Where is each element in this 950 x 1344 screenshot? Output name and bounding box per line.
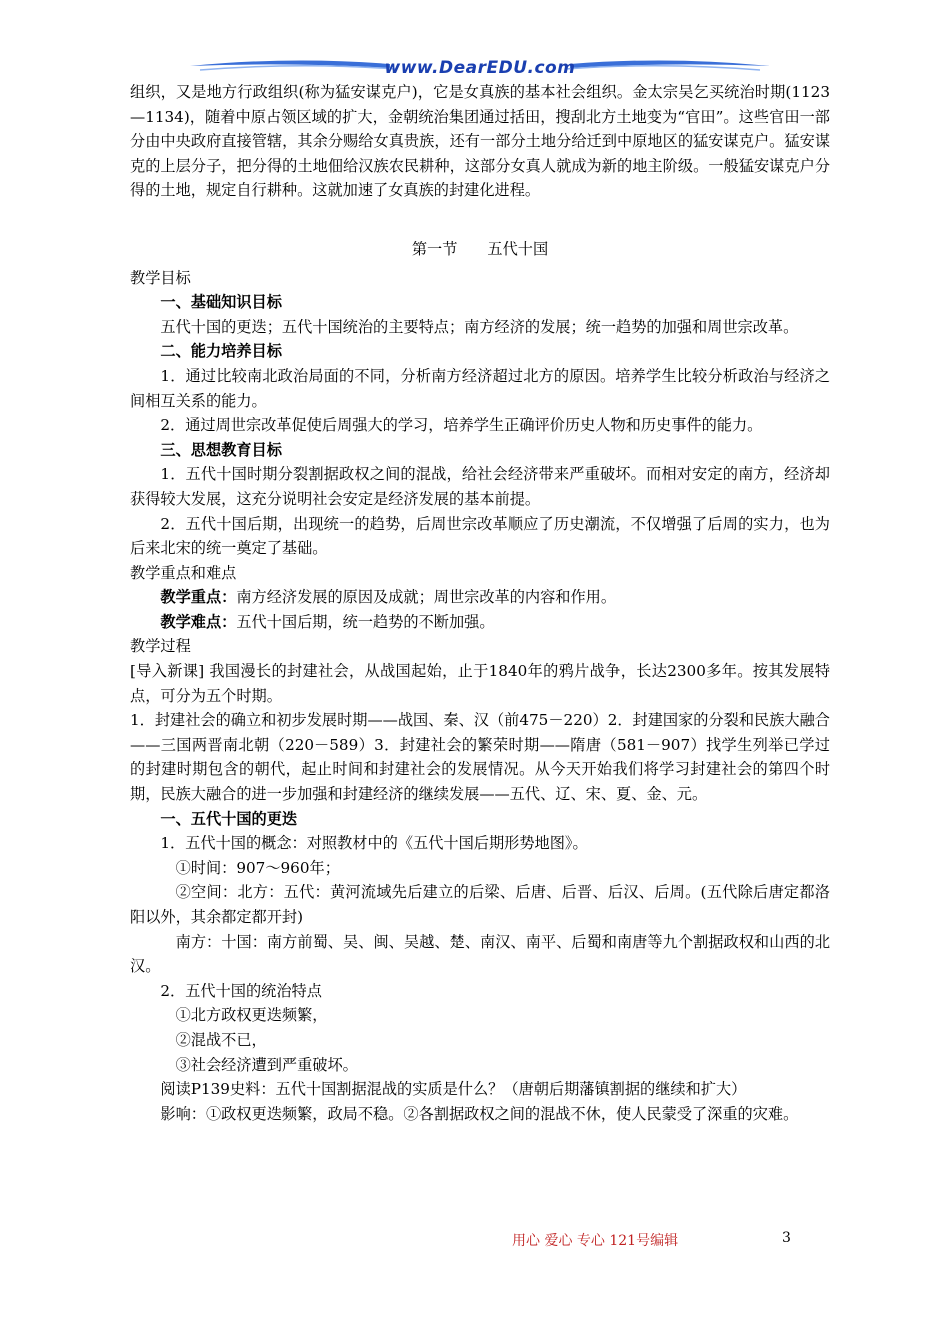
goal-paragraph-3b: 2．五代十国后期，出现统一的趋势，后周世宗改革顺应了历史潮流，不仅增强了后周的实力，也为后来北宋的统一奠定了基础。: [130, 514, 830, 558]
page-number: 3: [782, 1230, 791, 1246]
footer-note: 用心 爱心 专心 121号编辑: [512, 1233, 679, 1249]
lesson-intro-1: [导入新课] 我国漫长的封建社会，从战国起始，止于1840年的鸦片战争，长达2300多年。按其发展特点，可分为五个时期。: [130, 662, 830, 705]
process-heading: 教学过程: [130, 637, 191, 656]
space-item: ②空间：北方：五代：黄河流域先后建立的后梁、后唐、后晋、后汉、后周。(五代除后唐定都洛阳以外，其余都定都开封): [130, 883, 830, 926]
goals-heading: 教学目标: [130, 268, 191, 287]
intro-paragraph: 组织，又是地方行政组织(称为猛安谋克户)，它是女真族的基本社会组织。金太宗吴乞买统治时期(1123—1134)，随着中原占领区域的扩大，金朝统治集团通过括田，搜刮北方土地变为“官田”。这些官田一部分由中央政府直接管辖，其余分赐给女真贵族，还有一部分土地分给迁到中原地区的猛安谋克户。猛安谋克的上层分子，把分得的土地佃给汉族农民耕种，这部分女真人就成为新的地主阶级。一般猛安谋克户分得的土地，规定自行耕种。这就加速了女真族的封建化进程。: [130, 83, 830, 200]
reading-question: 阅读P139史料：五代十国割据混战的实质是什么？（唐朝后期藩镇割据的继续和扩大）: [160, 1080, 747, 1099]
goal-heading-2: 二、能力培养目标: [160, 342, 282, 361]
process-paragraph-1: 1．五代十国的概念：对照教材中的《五代十国后期形势地图》。: [160, 834, 588, 853]
difficult-point-label: 教学难点：: [160, 612, 237, 631]
goal-paragraph-2b: 2．通过周世宗改革促使后周强大的学习，培养学生正确评价历史人物和历史事件的能力。: [160, 416, 763, 435]
keypoints-heading: 教学重点和难点: [130, 563, 237, 582]
key-point: [130, 585, 830, 610]
key-point-label: 教学重点：: [160, 588, 237, 607]
goal-paragraph-1: 五代十国的更迭；五代十国统治的主要特点；南方经济的发展；统一趋势的加强和周世宗改革。: [160, 317, 799, 336]
time-item: ①时间：907～960年；: [175, 858, 340, 877]
goal-paragraph-2a: 1．通过比较南北政治局面的不同，分析南方经济超过北方的原因。培养学生比较分析政治与经济之间相互关系的能力。: [130, 366, 830, 410]
goal-heading-1: 一、基础知识目标: [160, 293, 282, 312]
feature-item-1: ①北方政权更迭频繁，: [175, 1006, 328, 1025]
south-item: 南方：十国：南方前蜀、吴、闽、吴越、楚、南汉、南平、后蜀和南唐等九个割据政权和山西的北汉。: [130, 932, 830, 976]
section-number: 第一节: [411, 239, 458, 258]
difficult-point-text: 五代十国后期，统一趋势的不断加强。: [236, 612, 495, 631]
document-body: [130, 80, 830, 1126]
feature-item-2: ②混战不已，: [175, 1030, 267, 1049]
feature-item-3: ③社会经济遭到严重破坏。: [175, 1055, 358, 1074]
process-paragraph-2: 2．五代十国的统治特点: [160, 981, 322, 1000]
section-name: 五代十国: [487, 239, 549, 258]
lesson-intro-2: 1．封建社会的确立和初步发展时期——战国、秦、汉（前475－220）2．封建国家的分裂和民族大融合——三国两晋南北朝（220－589）3．封建社会的繁荣时期——隋唐（581－907）找学生列举已学过的封建时期包含的朝代，起止时间和封建社会的发展情况。从今天开始我们将学习封建社会的第四个时期，民族大融合的进一步加强和封建经济的继续发展——五代、辽、宋、夏、金、元。: [130, 711, 830, 804]
difficult-point: [130, 610, 830, 635]
process-heading-1: 一、五代十国的更迭: [160, 809, 298, 828]
key-point-text: 南方经济发展的原因及成就；周世宗改革的内容和作用。: [236, 588, 617, 607]
goal-paragraph-3a: 1．五代十国时期分裂割据政权之间的混战，给社会经济带来严重破坏。而相对安定的南方，经济却获得较大发展，这充分说明社会安定是经济发展的基本前提。: [130, 465, 830, 508]
impact-paragraph: 影响：①政权更迭频繁，政局不稳。②各割据政权之间的混战不休，使人民蒙受了深重的灾难。: [160, 1104, 799, 1123]
goal-heading-3: 三、思想教育目标: [160, 440, 282, 459]
site-name: www.DearEDU.com: [384, 58, 576, 78]
section-title: [130, 237, 830, 262]
